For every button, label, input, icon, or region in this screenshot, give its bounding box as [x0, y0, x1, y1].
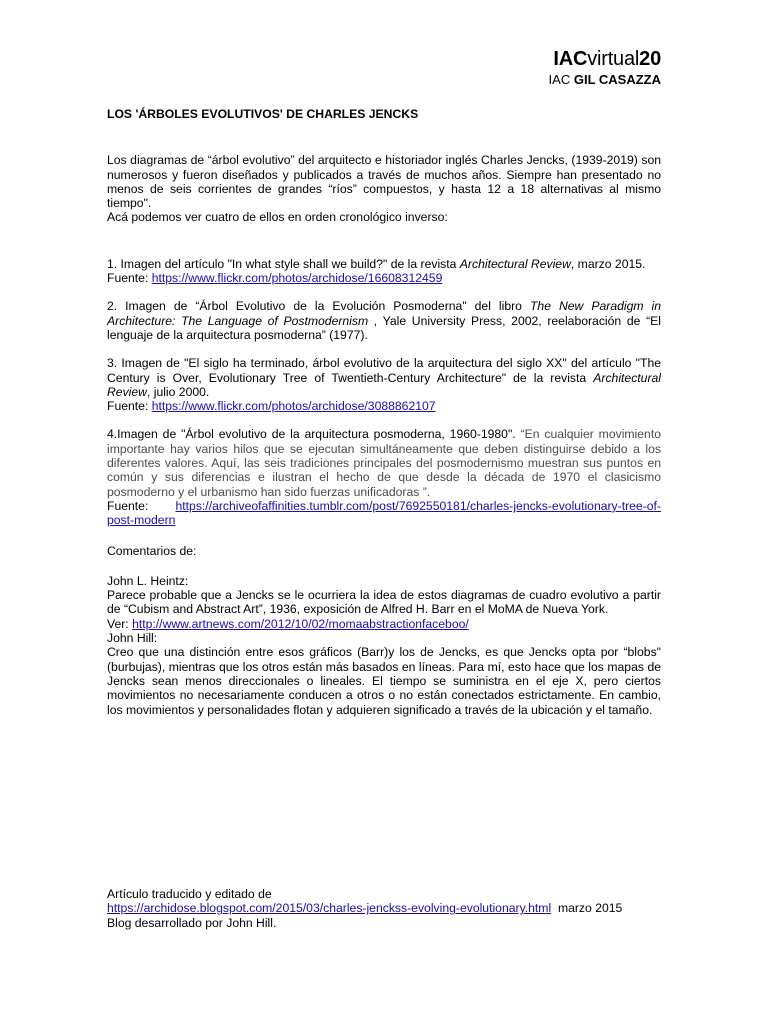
item-2-text: 2. Imagen de “Árbol Evolutivo de la Evolución Posmoderna" del libro The New Paradigm in Architecture: The Language of Postmodernism , Yale University Press, 2002, reelaboración de “El lenguaje de la arquitectura posmoderna” (1977). — [107, 299, 661, 342]
item-1-source: Fuente: https://www.flickr.com/photos/archidose/16608312459 — [107, 271, 443, 286]
item-4-quote: “En cualquier movimiento importante hay varios hilos que se ejecutan simultáneamente que deben distinguirse debido a los diferentes valores. Aquí, las seis tradiciones principales del posmodernismo muestran sus puntos en común y sus diferencias e ilustran el hecho de que desde la década de 1970 el clasicismo posmoderno y el urbanismo han sido fuerzas unificadoras ”. — [107, 427, 661, 499]
subtitle-bold: GIL CASAZZA — [573, 72, 661, 87]
item-1-link[interactable]: https://www.flickr.com/photos/archidose/16608312459 — [151, 271, 443, 286]
footer-line-1: Artículo traducido y editado de — [107, 887, 272, 901]
brand-block — [549, 47, 661, 88]
item-4-text: 4.Imagen de "Árbol evolutivo de la arquitectura posmoderna, 1960-1980". “En cualquier movimiento importante hay varios hilos que se ejecutan simultáneamente que deben distinguirse debido a los diferentes valores. Aquí, las seis tradiciones principales del posmodernismo muestran sus puntos en común y sus diferencias e ilustran el hecho de que desde la década de 1970 el clasicismo posmoderno y el urbanismo han sido fuerzas unificadoras ”. — [107, 427, 661, 499]
intro-line: Acá podemos ver cuatro de ellos en orden cronológico inverso: — [107, 210, 448, 225]
document-title: LOS 'ÁRBOLES EVOLUTIVOS' DE CHARLES JENCKS — [107, 107, 419, 121]
item-3-source: Fuente: https://www.flickr.com/photos/archidose/3088862107 — [107, 399, 436, 414]
item-1 — [107, 257, 661, 286]
item-2 — [107, 299, 661, 342]
comments-heading: Comentarios de: — [107, 543, 197, 558]
comment-1-ver: Ver: http://www.artnews.com/2012/10/02/momaabstractionfaceboo/ — [107, 616, 469, 631]
comment-1-author: John L. Heintz: — [107, 573, 189, 588]
item-3-text: 3. Imagen de "El siglo ha terminado, árbol evolutivo de la arquitectura del siglo XX" del artículo "The Century is Over, Evolutionary Tree of Twentieth-Century Architecture" de la revista Architectural Review, julio 2000. — [107, 356, 661, 399]
brand-subtitle — [549, 72, 661, 88]
footer-line-3: Blog desarrollado por John Hill. — [107, 915, 277, 930]
comment-2-author: John Hill: — [107, 631, 158, 646]
logo-bold: IAC — [553, 48, 588, 70]
footer — [107, 887, 661, 930]
item-4-link[interactable]: https://archiveofaffinities.tumblr.com/post/7692550181/charles-jencks-evolutionary-tree-of-post-modern — [107, 498, 661, 528]
comment-2-text: Creo que una distinción entre esos gráficos (Barr)y los de Jencks, es que Jencks opta por “blobs" (burbujas), mientras que los otros están más basados en líneas. Para mí, esto hace que los mapas de Jencks sean menos direccionales o lineales. El tiempo se suministra en el eje X, pero ciertos movimientos no necesariamente conducen a otros o no están conectados estrictamente. En cambio, los movimientos y personalidades flotan y adquieren significado a través de la ubicación y el tamaño. — [107, 645, 661, 717]
subtitle-plain: IAC — [548, 72, 574, 87]
footer-line-2: https://archidose.blogspot.com/2015/03/charles-jenckss-evolving-evolutionary.html marzo 2015 — [107, 901, 623, 916]
item-4 — [107, 427, 661, 527]
footer-link[interactable]: https://archidose.blogspot.com/2015/03/charles-jenckss-evolving-evolutionary.html — [107, 901, 552, 916]
logo-regular: virtual — [587, 48, 640, 70]
logo-number: 20 — [639, 48, 661, 70]
document-body — [107, 107, 661, 717]
item-3 — [107, 356, 661, 413]
intro-paragraph: Los diagramas de “árbol evolutivo” del arquitecto e historiador inglés Charles Jencks, (1939-2019) son numerosos y fueron diseñados y publicados a través de muchos años. Siempre han presentado no menos de seis corrientes de grandes “ríos” compuestos, y hasta 12 a 18 alternativas al mismo tiempo". — [107, 153, 661, 211]
comment-1-link[interactable]: http://www.artnews.com/2012/10/02/momaabstractionfaceboo/ — [132, 616, 469, 631]
comment-1-text: Parece probable que a Jencks se le ocurriera la idea de estos diagramas de cuadro evolutivo a partir de “Cubism and Abstract Art”, 1936, exposición de Alfred H. Barr en el MoMA de Nueva York. — [107, 588, 661, 617]
brand-logo — [549, 47, 661, 71]
item-1-text: 1. Imagen del artículo "In what style shall we build?" de la revista Architectural Review, marzo 2015. — [107, 256, 646, 271]
item-4-source: Fuente: https://archiveofaffinities.tumblr.com/post/7692550181/charles-jencks-evolutionary-tree-of-post-modern — [107, 498, 661, 528]
item-3-link[interactable]: https://www.flickr.com/photos/archidose/3088862107 — [151, 399, 436, 414]
